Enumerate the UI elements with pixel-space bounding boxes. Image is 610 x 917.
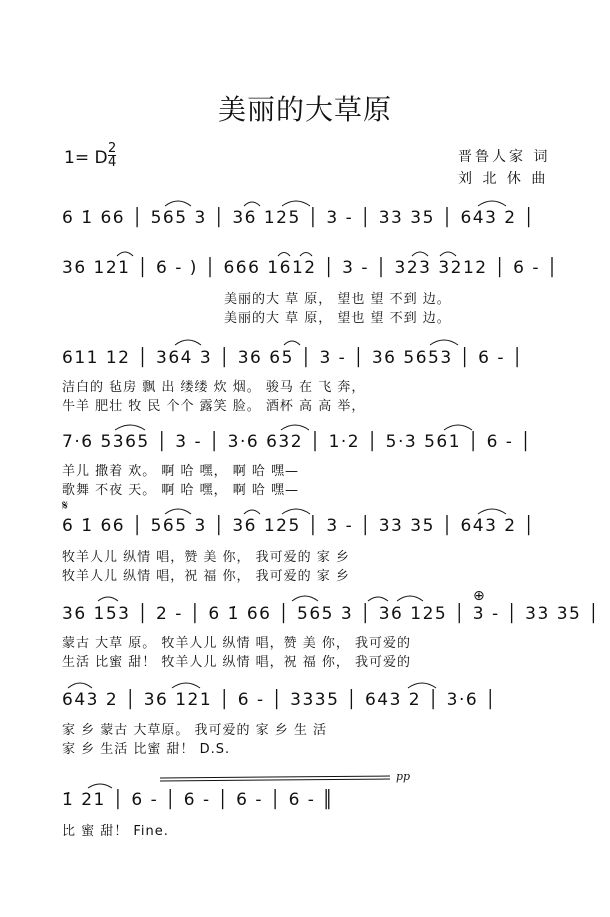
lyric-line: 羊儿 撒着 欢。 啊 哈 嘿， 啊 哈 嘿— <box>62 464 300 479</box>
lyric-line: 歌舞 不夜 天。 啊 哈 嘿， 啊 哈 嘿— <box>62 483 300 498</box>
lyricist-credit: 晋鲁人家 词 <box>458 149 551 165</box>
notation-system-7: 643 2 │ 36 121 │ 6 - │ 3335 │ 643 2 │ 3·6 │ <box>62 690 497 710</box>
notation-system-1: 6 1̇ 66 │ 565 3 │ 36 125 │ 3 - │ 33 35 │ 643 2 │ <box>62 208 536 228</box>
lyric-line: 蒙古 大草 原。 牧羊人儿 纵情 唱，赞 美 你， 我可爱的 <box>62 636 412 651</box>
lyric-line: 洁白的 毡房 飘 出 缕缕 炊 烟。 骏马 在 飞 奔， <box>62 380 366 395</box>
lyric-line: 比 蜜 甜！ Fine. <box>62 824 169 839</box>
key-signature: 1= D <box>64 148 108 168</box>
notation-system-8: 1̇ 21 │ 6 - │ 6 - │ 6 - │ 6 - ║ <box>62 790 335 810</box>
lyric-line: 美丽的大 草 原， 望也 望 不到 边。 <box>224 292 451 307</box>
lyric-line: 家 乡 蒙古 大草原。 我可爱的 家 乡 生 活 <box>62 723 328 738</box>
notation-system-5: 6 1̇ 66 │ 565 3 │ 36 125 │ 3 - │ 33 35 │ 643 2 │ <box>62 516 536 536</box>
notation-system-2: 36 121 │ 6 - ) │ 666 1612 │ 3 - │ 323 3212 │ 6 - │ <box>62 258 559 278</box>
lyric-line: 牛羊 肥壮 牧 民 个个 露笑 脸。 酒杯 高 高 举， <box>62 399 366 414</box>
notation-system-6: 36 153 │ 2 - │ 6 1̇ 66 │ 565 3 │ 36 125 │ 3 - │ 33 35 │ <box>62 604 600 624</box>
page-title: 美丽的大草原 <box>217 93 392 126</box>
notation-system-3: 611 12 │ 364 3 │ 36 65 │ 3 - │ 36 5653 │ 6 - │ <box>62 348 524 368</box>
lyric-line: 牧羊人儿 纵情 唱，赞 美 你， 我可爱的 家 乡 <box>62 550 350 565</box>
lyric-line: 美丽的大 草 原， 望也 望 不到 边。 <box>224 311 451 326</box>
coda-sign: ⊕ <box>473 588 485 604</box>
lyric-line: 生活 比蜜 甜！ 牧羊人儿 纵情 唱，祝 福 你， 我可爱的 <box>62 655 412 670</box>
notation-system-4: 7·6 5365 │ 3 - │ 3·6 632 │ 1·2 │ 5·3 561 │ 6 - │ <box>62 432 533 452</box>
composer-credit: 刘 北 休 曲 <box>458 171 549 187</box>
segno-sign: 𝄋 <box>62 498 69 514</box>
lyric-line: 家 乡 生活 比蜜 甜！ D.S. <box>62 742 231 757</box>
dynamic-pp: pp <box>396 770 411 783</box>
lyric-line: 牧羊人儿 纵情 唱，祝 福 你， 我可爱的 家 乡 <box>62 569 350 584</box>
time-signature: $\frac{2}{4}$ <box>108 141 117 170</box>
